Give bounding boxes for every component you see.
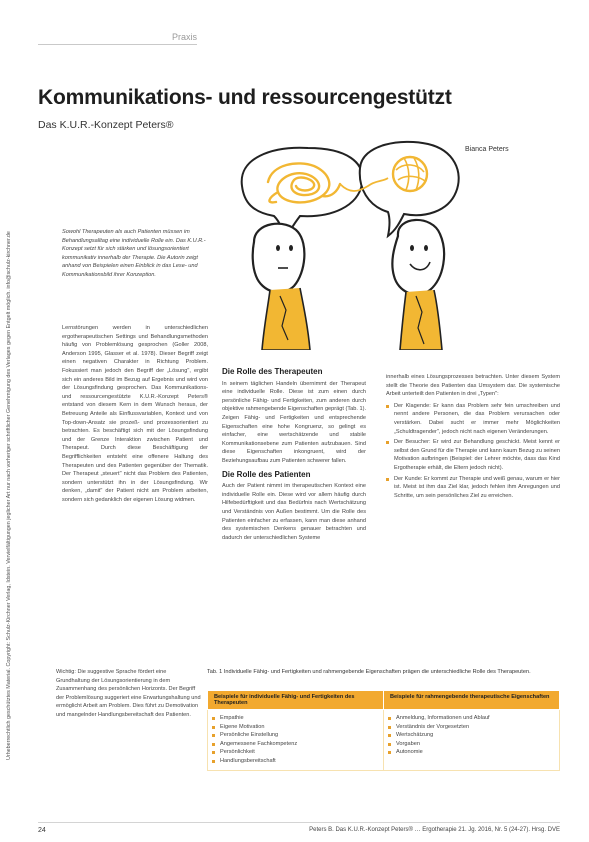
list-item: Der Kunde: Er kommt zur Therapie und weiß genau, warum er hier ist. Meist ist ihm das Ziel klar, jedoch fehlen ihm Anregungen und Schritte, um sein persönliches Ziel zu erreichen. [386,475,560,501]
article-subtitle: Das K.U.R.-Konzept Peters® [38,119,174,131]
list-item: Eigene Motivation [212,723,379,732]
article-lead: Sowohl Therapeuten als auch Patienten müssen im Behandlungsalltag eine individuelle Rolle ein. Das K.U.R.-Konzept setzt für sich stärken und lösungsorientiert kommunikativ innerhalb der Therapie. Die Autorin zeigt anhand von Beispielen einen Einblick in das Lese- und Kommunikationsbild ihrer Konzeption. [62,229,206,278]
list-item: Anmeldung, Informationen und Ablauf [388,714,555,723]
list-item: Der Klagende: Er kann das Problem sehr fein umschreiben und nennt andere Personen, die das Problem verursachen oder verstärken. Dabei sucht er immer mehr Möglichkeiten „Schuldtragender", jedoch nicht nach eigenen Veränderungen. [386,402,560,436]
table-header: Beispiele für individuelle Fähig- und Fertigkeiten des Therapeuten [208,691,384,710]
framework-properties-list [388,714,555,757]
patient-role-text: Auch der Patient nimmt im therapeutischen Kontext eine individuelle Rolle ein. Diese wird vor allem häufig durch Hilfebedürftigkeit und das Bedürfnis nach Wertschätzung und Verständnis von Außen bestimmt. Um die Rolle des Patienten einfacher zu erfassen, kann man diese anhand des systemischen Denkens genauer betrachten und dadurch der unterschiedlichen Systeme [222,483,366,541]
heading-patient-role: Die Rolle des Patienten [222,469,311,479]
person-right [392,220,444,294]
list-item: Handlungsbereitschaft [212,757,379,766]
therapist-role-text: In seinem täglichen Handeln übernimmt der Therapeut eine individuelle Rolle. Diese ist zum einen durch persönliche Fähig- und Fertigkeiten, zum anderen durch objektive rahmengebende Eigenschaften geprägt (Tab. 1). Zeigen Fähig- und Fertigkeiten und entsprechende Eigenschaften eine hohe Kongruenz, so gelingt es einfacher, eine wertschätzende und stabile Kommunikationsebene zum Patienten aufzubauen. Sind diese Eigenschaften inkongruent, wird der Beziehungsaufbau zum Patienten schwerer fallen. [222,380,366,464]
table-header: Beispiele für rahmengebende therapeutische Eigenschaften [384,691,560,710]
table-row [208,710,560,771]
column-2 [222,368,366,542]
list-item: Wertschätzung [388,731,555,740]
skills-table [207,690,560,771]
page-number: 24 [38,827,46,834]
list-item: Autonomie [388,748,555,757]
column-3 [386,373,560,502]
conversation-illustration [228,140,464,350]
column-3-text: innerhalb eines Lösungsprozesses betrachten. Unter diesem System stellt die Theorie des Patienten das Umsystem dar. Die systemische Arbeit unterteilt den Patienten in drei „Typen": [386,374,560,398]
list-item: Persönlichkeit [212,748,379,757]
table-header-row [208,691,560,710]
list-item: Der Besucher: Er wird zur Behandlung geschickt. Meist kennt er selbst den Grund für die Therapie und kann kaum Bezug zu seinen Motivation aufbringen (Beispiel: der Lehrer möchte, dass das Kind Ergotherapie erhält, die Eltern jedoch nicht). [386,438,560,472]
list-item: Angemessene Fachkompetenz [212,740,379,749]
column-1 [62,324,208,504]
person-left [253,224,305,293]
footer-divider [38,822,560,823]
patient-type-list [386,402,560,501]
author-name: Bianca Peters [465,146,509,153]
copyright-side-notice: Urheberrechtlich geschütztes Material. Copyright: Schulz-Kirchner Verlag, Idstein. Vervielfältigungen jeglicher Art nur nach vorheriger schriftlicher Genehmigung des Verlages gegen Entgelt möglich. info@schulz-kirchner.de [6,231,12,760]
list-item: Persönliche Einstellung [212,731,379,740]
table-caption: Tab. 1 Individuelle Fähig- und Fertigkeiten und rahmengebende Eigenschaften prägen die unterschiedliche Rolle des Therapeuten. [207,669,531,675]
footer-citation: Peters B. Das K.U.R.-Konzept Peters® … Ergotherapie 21. Jg. 2016, Nr. 5 (24-27). Hrsg. DVE [309,827,560,833]
section-divider [38,44,197,45]
section-label: Praxis [171,32,197,42]
list-item: Vorgaben [388,740,555,749]
column-1-text: Lernstörungen werden in unterschiedlichen ergotherapeutischen Settings und Behandlungsmethoden häufig von Problemlösung gesprochen (Goller 2008, Anderson 1995, Glasser et al. 1978). Dieser Begriff zeigt einen negativen Charakter in Richtung Problem. Fokussiert man jedoch den Begriff der „Lösung", ergibt sich ein anderes Bild im Bezug auf Ergebnis und wird von der Lösungsfindung gesprochen. Das Kommunikations- und ressourcengestützte K.U.R.-Konzept Peters® entstand von diesem Kern in dem Wunsch heraus, der Betreuung Anteile als Einflussvariablen, Kontext und von Top-down-Ansatz sie prozeß- und prozessorientiert zu betrachten. Es beschäftigt sich mit der Lösungsfindung und der Grenze Interaktion zwischen Patient und Therapeut. Durch diese Beschäftigung der Begrifflichkeiten entsteht eine offenere Haltung des Therapeuten und des Patienten gegenüber der Thematik. Der Therapeut „steuert" nicht das Problem des Patienten, sondern unterstützt ihn in der Lösungsfindung. Wir denken, „damit" der Patient nicht am Problem arbeiten, sondern sich gedanklich der eigenen Lösung widmen. [62,325,208,503]
heading-therapist-role: Die Rolle des Therapeuten [222,367,323,376]
list-item: Empathie [212,714,379,723]
list-item: Verständnis der Vorgesetzten [388,723,555,732]
individual-skills-list [212,714,379,766]
article-title: Kommunikations- und ressourcengestützt [38,86,452,109]
info-box: Wichtig: Die suggestive Sprache fördert eine Grundhaltung der Lösungsorientierung in dem Zusammenhang des persönlichen Horizonts. Der Begriff der Problemlösung suggeriert eine Erwartungshaltung und ermöglicht Arbeit am Problem. Dies führt zu Demotivation und mangelnder Handlungsbereitschaft des Patienten. [56,669,201,718]
